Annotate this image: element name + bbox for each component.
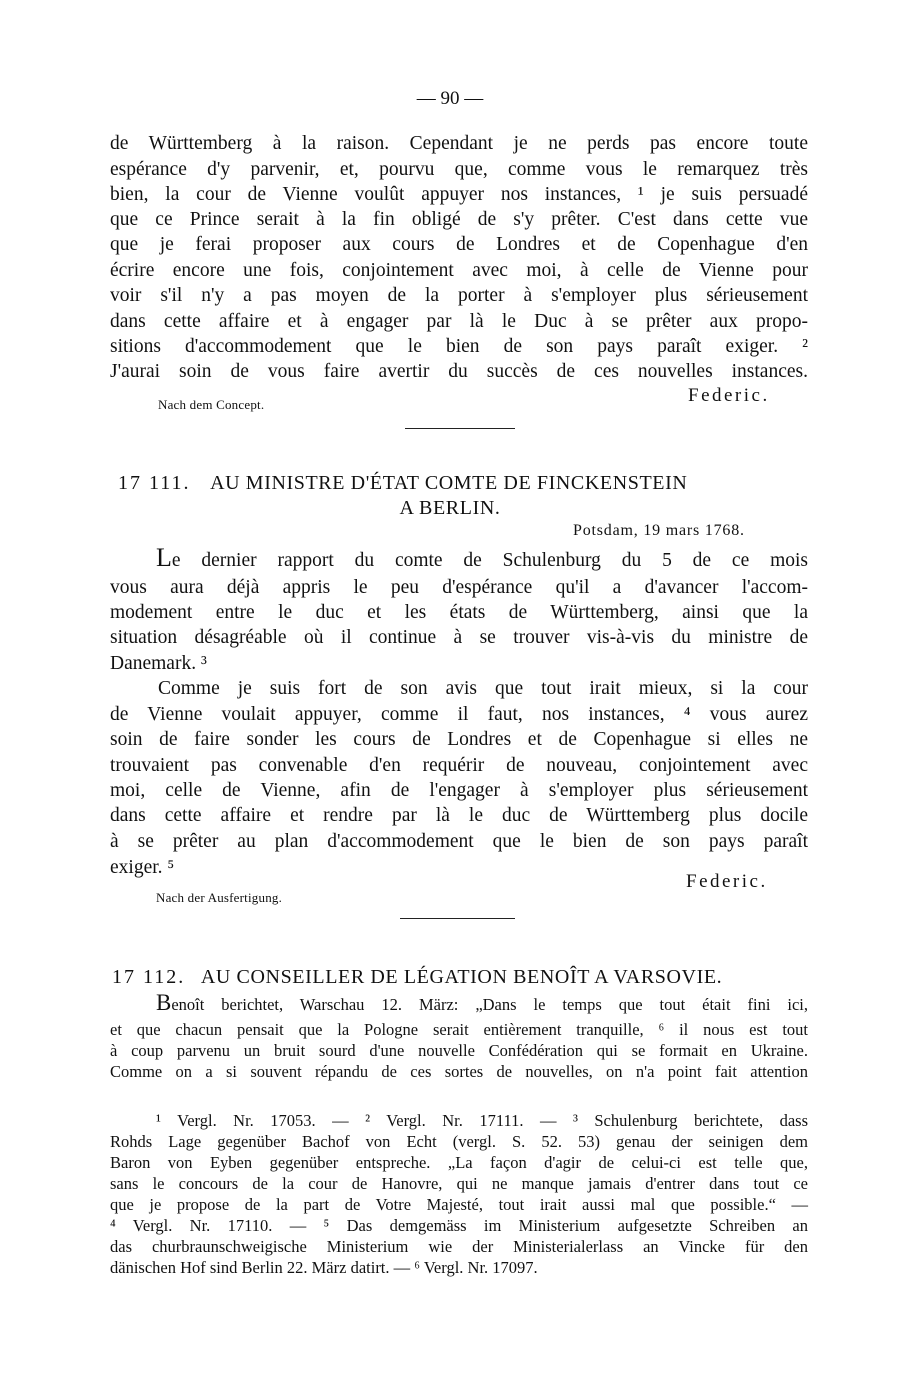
footnote-line: Baron von Eyben gegenüber entspreche. „La façon d'agir de celui-ci est telle que, — [110, 1153, 808, 1172]
drop-letter: B — [156, 990, 172, 1015]
text-line: que je ferai proposer aux cours de Londres et de Copenhague d'en — [110, 234, 808, 255]
footnote-line: dänischen Hof sind Berlin 22. März datirt. — ⁶ Vergl. Nr. 17097. — [110, 1258, 538, 1277]
letter-title: AU MINISTRE D'ÉTAT COMTE DE FINCKENSTEIN — [210, 472, 688, 494]
source-note: Nach der Ausfertigung. — [156, 890, 283, 905]
letter-title: AU CONSEILLER DE LÉGATION BENOÎT A VARSOVIE. — [200, 966, 723, 988]
footnote-line: ¹ Vergl. Nr. 17053. — ² Vergl. Nr. 17111. — ³ Schulenburg berichtete, dass — [156, 1111, 808, 1130]
text-line: de Vienne voulait appuyer, comme il faut, nos instances, ⁴ vous aurez — [110, 704, 808, 725]
footnote-line: Rohds Lage gegenüber Bachof von Echt (vergl. S. 52. 53) genau der seinigen dem — [110, 1132, 808, 1151]
text-line: Benoît berichtet, Warschau 12. März: „Dans le temps que tout était fini ici, — [156, 990, 808, 1015]
footnote-line: ⁴ Vergl. Nr. 17110. — ⁵ Das demgemäss im Ministerium aufgesetzte Schreiben an — [110, 1216, 808, 1235]
text-line: Le dernier rapport du comte de Schulenburg du 5 de ce mois — [156, 543, 808, 572]
text-line: J'aurai soin de vous faire avertir du succès de ces nouvelles instances. — [110, 361, 808, 382]
text-line: de Württemberg à la raison. Cependant je ne perds pas encore toute — [110, 133, 808, 154]
source-note: Nach dem Concept. — [158, 397, 265, 412]
text-line: moi, celle de Vienne, afin de l'engager à s'employer plus sérieusement — [110, 780, 808, 801]
letter-heading — [118, 472, 687, 495]
signature: Federic. — [686, 871, 768, 892]
page-number: — 90 — — [416, 88, 484, 109]
text-line: modement entre le duc et les états de Württemberg, ainsi que la — [110, 602, 808, 623]
text-line: espérance d'y parvenir, et, pourvu que, comme vous le remarquez très — [110, 159, 808, 180]
letter-number: 17 112. — [112, 966, 186, 988]
drop-letter: L — [156, 543, 172, 572]
section-divider — [400, 918, 515, 919]
text-line: situation désagréable où il continue à se trouver vis-à-vis du ministre de — [110, 627, 808, 648]
text-line: dans cette affaire et rendre par là le duc de Württemberg plus docile — [110, 805, 808, 826]
text-line: voir s'il n'y a pas moyen de la porter à s'employer plus sérieusement — [110, 285, 808, 306]
text-line: bien, la cour de Vienne voulût appuyer nos instances, ¹ je suis persuadé — [110, 184, 808, 205]
text-line: vous aura déjà appris le peu d'espérance qu'il a d'avancer l'accom- — [110, 577, 808, 598]
signature: Federic. — [688, 385, 770, 406]
section-divider — [405, 428, 515, 429]
text-line: Comme on a si souvent répandu de ces sortes de nouvelles, on n'a point fait attention — [110, 1062, 808, 1081]
text-line: exiger. ⁵ — [110, 857, 175, 878]
text-line: que ce Prince serait à la fin obligé de s'y prêter. C'est dans cette vue — [110, 209, 808, 230]
text-line: dans cette affaire et à engager par là le Duc à se prêter aux propo- — [110, 311, 808, 332]
text-line: écrire encore une fois, conjointement avec moi, à celle de Vienne pour — [110, 260, 808, 281]
letter-heading — [112, 966, 722, 989]
text-line: à coup parvenu un bruit sourd d'une nouvelle Confédération qui se formait en Ukraine. — [110, 1041, 808, 1060]
text-line: soin de faire sonder les cours de Londres et de Copenhague si elles ne — [110, 729, 808, 750]
footnote-line: das churbraunschweigische Ministerium wie der Ministerialerlass an Vincke für den — [110, 1237, 808, 1256]
letter-title-line2: A BERLIN. — [399, 497, 501, 519]
text-line: Danemark. ³ — [110, 653, 207, 674]
letter-number: 17 111. — [118, 472, 191, 494]
text-line: Comme je suis fort de son avis que tout irait mieux, si la cour — [158, 678, 808, 699]
text-line: et que chacun pensait que la Pologne serait entièrement tranquille, ⁶ il nous est tout — [110, 1020, 808, 1039]
text-line: trouvaient pas convenable d'en requérir de nouveau, conjointement avec — [110, 755, 808, 776]
text-line: à se prêter au plan d'accommodement que le bien de son pays paraît — [110, 831, 808, 852]
footnote-line: sans le concours de la cour de Hanovre, qui ne manque jamais d'entrer dans tout ce — [110, 1174, 808, 1193]
text-line: sitions d'accommodement que le bien de son pays paraît exiger. ² — [110, 336, 808, 357]
footnote-line: que je propose de la part de Votre Majesté, tout irait aussi mal que possible.“ — — [110, 1195, 808, 1214]
dateline: Potsdam, 19 mars 1768. — [573, 522, 745, 539]
